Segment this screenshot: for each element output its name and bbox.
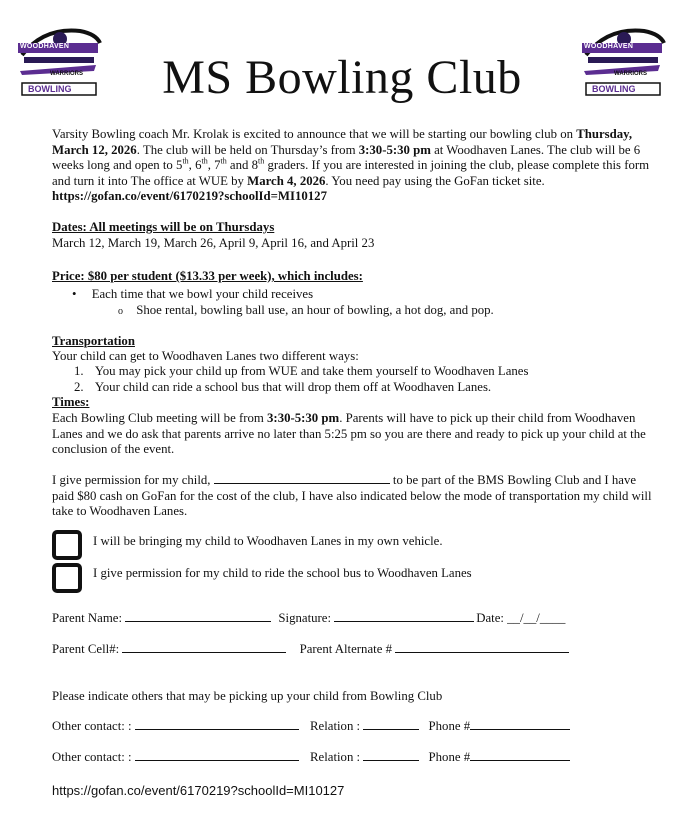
school-bus-checkbox[interactable] <box>52 563 82 593</box>
parent-name-field[interactable] <box>125 621 271 622</box>
times-paragraph: Each Bowling Club meeting will be from 3:30-5:30 pm. Parents will have to pick up their child from Woodhaven Lanes and we do ask that parents arrive no later than 5:25 pm so you are there and ready to pick up your child at the conclusion of the event. <box>52 411 646 456</box>
logo-top-text: WOODHAVEN <box>584 43 634 50</box>
parent-cell-row: Parent Cell#: Parent Alternate # <box>52 642 569 657</box>
dates-list: March 12, March 19, March 26, April 9, April 16, and April 23 <box>52 236 375 250</box>
price-heading: Price: $80 per student ($13.33 per week), which includes: <box>52 269 363 283</box>
gofan-link[interactable]: https://gofan.co/event/6170219?schoolId=MI10127 <box>52 189 327 203</box>
footer-url[interactable]: https://gofan.co/event/6170219?schoolId=MI10127 <box>52 783 345 798</box>
other-contact-row-2: Other contact: : Relation : Phone # <box>52 750 570 765</box>
times-heading: Times: <box>52 395 90 409</box>
child-name-field[interactable] <box>214 483 390 484</box>
intro-paragraph: Varsity Bowling coach Mr. Krolak is excited to announce that we will be starting our bowling club on Thursday, March 12, 2026. The club will be held on Thursday’s from 3:30-5:30 pm at Woodhaven Lanes. The club will be 6 weeks long and open to 5th, 6th, 7th and 8th graders. If you are interested in joining the club, please complete this form and turn it into The office at WUE by March 4, 2026. You need pay using the GoFan ticket site. https://gofan.co/event/6170219?schoolId=MI10127 <box>52 127 650 203</box>
phone-field-2[interactable] <box>470 760 570 761</box>
transport-option-1: 1. You may pick your child up from WUE and take them yourself to Woodhaven Lanes <box>74 364 529 378</box>
own-vehicle-label: I will be bringing my child to Woodhaven Lanes in my own vehicle. <box>93 534 443 548</box>
club-start-date: Thursday, March 12, 2026 <box>52 127 633 157</box>
due-date: March 4, 2026 <box>247 173 326 188</box>
other-contact-field-2[interactable] <box>135 760 299 761</box>
circle-bullet-icon: o <box>118 306 123 317</box>
own-vehicle-checkbox[interactable] <box>52 530 82 560</box>
price-bullet: • Each time that we bowl your child receives <box>72 287 314 301</box>
parent-cell-field[interactable] <box>122 652 286 653</box>
transport-option-2: 2. Your child can ride a school bus that will drop them off at Woodhaven Lanes. <box>74 380 492 394</box>
page-title: MS Bowling Club <box>162 51 522 104</box>
signature-field[interactable] <box>334 621 474 622</box>
date-field[interactable]: __/__/____ <box>507 611 566 625</box>
parent-alternate-field[interactable] <box>395 652 569 653</box>
others-prompt: Please indicate others that may be picking up your child from Bowling Club <box>52 689 443 703</box>
logo-bottom-text: BOWLING <box>592 84 636 94</box>
relation-field-2[interactable] <box>363 760 419 761</box>
transport-intro: Your child can get to Woodhaven Lanes two different ways: <box>52 349 359 363</box>
school-bus-label: I give permission for my child to ride the school bus to Woodhaven Lanes <box>93 566 472 580</box>
price-subbullet: o Shoe rental, bowling ball use, an hour of bowling, a hot dog, and pop. <box>118 303 494 317</box>
permission-paragraph: I give permission for my child, to be part of the BMS Bowling Club and I have paid $80 cash on GoFan for the cost of the club, I have also indicated below the mode of transportation my child will take to Woodhaven Lanes. <box>52 473 652 518</box>
logo-top-text: WOODHAVEN <box>20 43 70 50</box>
dates-heading: Dates: All meetings will be on Thursdays <box>52 220 275 234</box>
logo-mid-text: WARRIORS <box>614 71 647 77</box>
parent-name-row: Parent Name: Signature: Date: __/__/____ <box>52 611 566 625</box>
logo-bottom-text: BOWLING <box>28 84 72 94</box>
phone-field-1[interactable] <box>470 729 570 730</box>
bullet-icon: • <box>72 287 77 301</box>
transport-heading: Transportation <box>52 334 135 348</box>
relation-field-1[interactable] <box>363 729 419 730</box>
club-time: 3:30-5:30 pm <box>358 142 431 157</box>
other-contact-row-1: Other contact: : Relation : Phone # <box>52 719 570 734</box>
logo-mid-text: WARRIORS <box>50 71 83 77</box>
other-contact-field-1[interactable] <box>135 729 299 730</box>
